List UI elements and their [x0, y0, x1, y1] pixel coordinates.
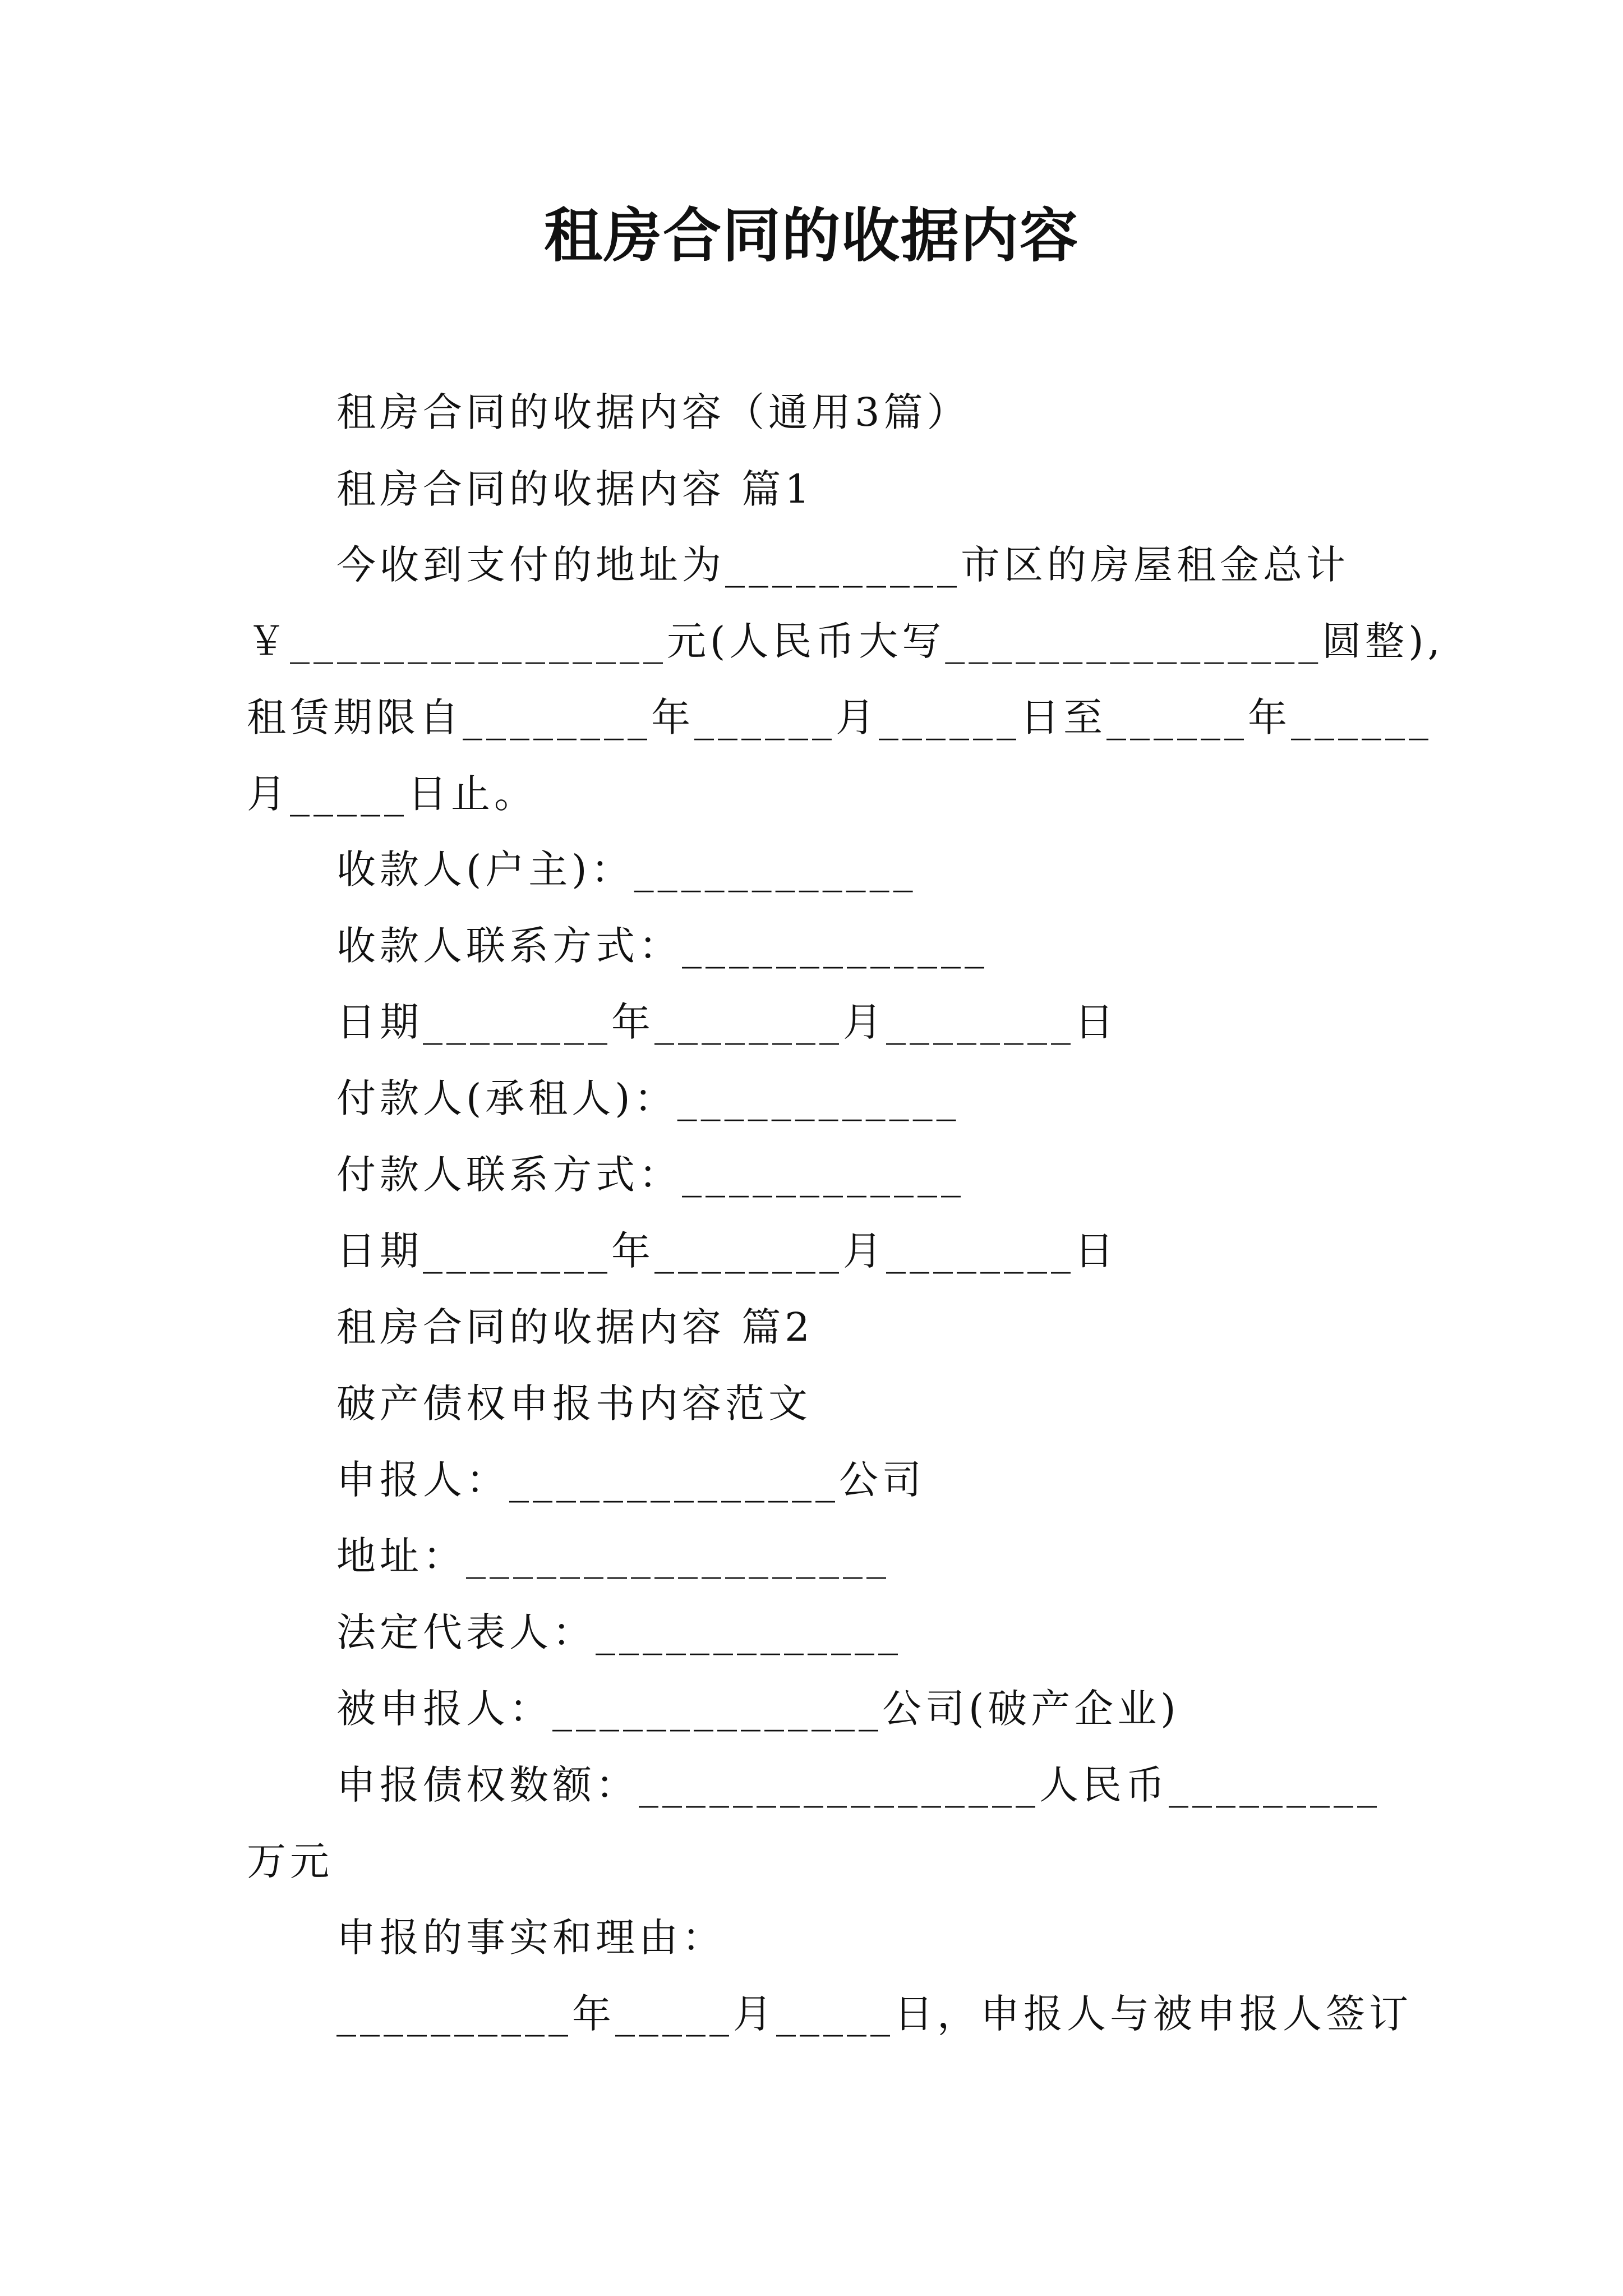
- receipt-paragraph-line: ￥________________元(人民币大写________________圆整),: [247, 618, 1444, 664]
- claim-amount-field: 申报债权数额：_________________人民币_________: [336, 1762, 1381, 1808]
- payee-date-field: 日期________年________月________日: [336, 999, 1118, 1045]
- payee-field: 收款人(户主)：____________: [336, 846, 917, 892]
- facts-paragraph-line: __________年_____月_____日，申报人与被申报人签订: [336, 1991, 1412, 2037]
- payer-contact-field: 付款人联系方式：____________: [336, 1152, 965, 1198]
- receipt-paragraph-line: 月_____日止。: [247, 771, 537, 817]
- section-heading-2: 租房合同的收据内容 篇2: [336, 1304, 814, 1350]
- section-heading-1: 租房合同的收据内容 篇1: [336, 466, 814, 512]
- receipt-paragraph-line: 租赁期限自________年______月______日至______年______: [247, 694, 1432, 740]
- payer-date-field: 日期________年________月________日: [336, 1228, 1118, 1274]
- legal-rep-field: 法定代表人：_____________: [336, 1609, 902, 1655]
- facts-heading: 申报的事实和理由：: [336, 1915, 725, 1961]
- claimant-field: 申报人：______________公司: [336, 1457, 925, 1503]
- doc-subtitle: 租房合同的收据内容（通用3篇）: [336, 389, 970, 435]
- payer-field: 付款人(承租人)：____________: [336, 1075, 960, 1121]
- respondent-field: 被申报人：______________公司(破产企业): [336, 1686, 1180, 1732]
- receipt-paragraph-line: 今收到支付的地址为__________市区的房屋租金总计: [336, 542, 1349, 588]
- claim-amount-unit: 万元: [247, 1838, 333, 1884]
- payee-contact-field: 收款人联系方式：_____________: [336, 923, 988, 969]
- claim-heading: 破产债权申报书内容范文: [336, 1381, 811, 1427]
- document-title: 租房合同的收据内容: [543, 201, 1079, 270]
- address-field: 地址：__________________: [336, 1533, 890, 1579]
